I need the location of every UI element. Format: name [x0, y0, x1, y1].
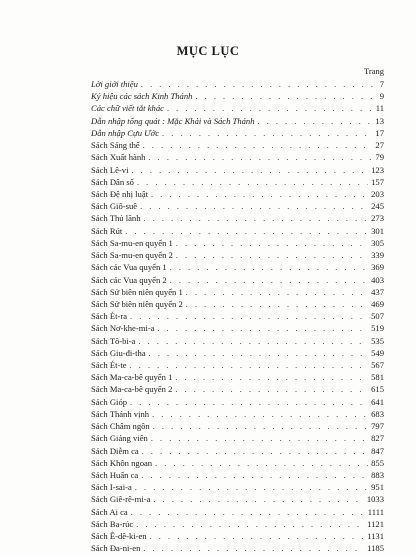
toc-entry-title: Sách Ai ca — [91, 506, 128, 517]
toc-entry-page-number: 855 — [371, 457, 384, 468]
toc-entry-title: Sách Rút — [91, 225, 123, 236]
dot-leader — [153, 494, 363, 505]
toc-entry-title: Sách Ma-ca-bê quyển 1 — [91, 372, 173, 383]
toc-entry — [91, 274, 384, 286]
dot-leader — [125, 226, 368, 237]
toc-entry — [91, 335, 384, 347]
toc-entry — [91, 261, 384, 273]
toc-entry-title: Sách Ba-rúc — [91, 518, 134, 529]
toc-entry-page-number: 403 — [371, 274, 384, 285]
toc-entry — [91, 249, 384, 261]
toc-entry-page-number: 507 — [371, 311, 384, 322]
toc-entry — [91, 298, 384, 310]
toc-entry — [91, 90, 384, 102]
toc-entry-page-number: 1185 — [367, 543, 384, 554]
toc-entry — [91, 127, 384, 139]
dot-leader — [167, 103, 373, 114]
dot-leader — [130, 360, 369, 371]
toc-entry-title: Sách Giô-suê — [91, 201, 138, 212]
toc-entry-title: Sách Ét-te — [91, 360, 127, 371]
toc-entry-title: Sách Đa-ni-en — [91, 543, 141, 554]
toc-entry — [91, 481, 384, 493]
page-title: MỤC LỤC — [176, 44, 240, 58]
dot-leader — [142, 446, 368, 457]
dot-leader — [162, 128, 372, 139]
toc-entry-title: Sách Sa-mu-en quyển 1 — [91, 237, 173, 248]
dot-leader — [175, 384, 368, 395]
dot-leader — [148, 152, 372, 163]
toc-entry — [91, 139, 384, 151]
toc-entry — [91, 200, 384, 212]
toc-entry-title: Sách Xuất hành — [91, 152, 146, 163]
toc-entry — [91, 371, 384, 383]
toc-entry-title: Sách Ê-dê-ki-en — [91, 531, 147, 542]
toc-entry-page-number: 437 — [371, 286, 384, 297]
toc-entry-title: Sách Giảng viên — [91, 433, 148, 444]
toc-entry-page-number: 123 — [371, 164, 384, 175]
toc-entry-page-number: 797 — [371, 421, 384, 432]
toc-entry-page-number: 951 — [371, 482, 384, 493]
toc-entry-page-number: 1033 — [366, 494, 384, 505]
toc-entry-page-number: 581 — [371, 372, 384, 383]
toc-entry — [91, 102, 384, 114]
toc-entry-title: Sách Huấn ca — [91, 470, 139, 480]
toc-entry — [91, 164, 384, 176]
toc-entry-page-number: 883 — [371, 470, 384, 480]
dot-leader — [258, 116, 373, 127]
dot-leader — [186, 287, 368, 298]
dot-leader — [131, 165, 368, 176]
dot-leader — [131, 507, 365, 518]
toc-entry-page-number: 535 — [371, 335, 384, 346]
toc-entry-title: Lời giới thiệu — [91, 79, 138, 89]
dot-leader — [155, 458, 368, 469]
dot-leader — [176, 238, 368, 249]
toc-entry — [91, 359, 384, 371]
toc-entry-page-number: 11 — [375, 103, 384, 114]
dot-leader — [137, 177, 368, 188]
toc-entry-page-number: 203 — [371, 188, 384, 199]
toc-entry-title: Sách I-sai-a — [91, 482, 132, 493]
toc-entry-title: Sách Châm ngôn — [91, 421, 150, 432]
toc-entry-title: Sách Thủ lãnh — [91, 213, 141, 224]
toc-entry — [91, 493, 384, 505]
toc-entry — [91, 542, 384, 554]
toc-entry — [91, 286, 384, 298]
dot-leader — [130, 311, 368, 322]
toc-entry-page-number: 301 — [371, 225, 384, 236]
dot-leader — [170, 262, 368, 273]
toc-entry — [91, 151, 384, 163]
toc-entry-page-number: 1111 — [367, 506, 384, 517]
toc-entry-title: Sách Gióp — [91, 396, 128, 407]
page-column-header: Trang — [364, 66, 384, 76]
toc-entry — [91, 408, 384, 420]
toc-entry — [91, 322, 384, 334]
toc-entry — [91, 432, 384, 444]
toc-entry-page-number: 305 — [371, 237, 384, 248]
toc-entry-title: Sách Tô-bi-a — [91, 335, 136, 346]
toc-entry — [91, 237, 384, 249]
dot-leader — [195, 91, 376, 102]
toc-entry — [91, 176, 384, 188]
dot-leader — [144, 213, 369, 224]
toc-entry-title: Sách Sa-mu-en quyển 2 — [91, 250, 173, 261]
toc-entry-title: Dẫn nhập tổng quát : Mặc Khải và Sách Thánh — [91, 115, 255, 126]
toc-entry-page-number: 615 — [371, 384, 384, 395]
toc-entry-title: Sách Ét-ra — [91, 311, 128, 322]
toc-entry — [91, 188, 384, 200]
toc-entry-title: Sách Giê-rê-mi-a — [91, 494, 151, 505]
toc-entry-page-number: 79 — [375, 152, 384, 163]
toc-entry-title: Sách Lê-vi — [91, 164, 129, 175]
toc-entry-page-number: 567 — [371, 360, 384, 371]
toc-entry — [91, 310, 384, 322]
toc-entry-title: Sách Đệ nhị luật — [91, 188, 149, 199]
toc-entry-page-number: 273 — [371, 213, 384, 224]
toc-entry — [91, 225, 384, 237]
toc-entry-page-number: 519 — [371, 323, 384, 334]
toc-entry-page-number: 1121 — [367, 518, 384, 529]
toc-entry-title: Sách Dân số — [91, 176, 134, 187]
dot-leader — [151, 433, 368, 444]
toc-entry-page-number: 17 — [375, 127, 384, 138]
dot-leader — [136, 519, 364, 530]
toc-entry-title: Sách Sáng thế — [91, 140, 140, 151]
toc-entry — [91, 457, 384, 469]
dot-leader — [152, 409, 368, 420]
toc-entry-title: Sách các Vua quyển 2 — [91, 274, 167, 285]
toc-entry-title: Sách Ma-ca-bê quyển 2 — [91, 384, 173, 395]
dot-leader — [149, 348, 368, 359]
toc-entry-title: Sách Khôn ngoan — [91, 457, 153, 468]
toc-entry-title: Sách các Vua quyển 1 — [91, 262, 167, 273]
toc-entry — [91, 518, 384, 530]
dot-leader — [138, 336, 368, 347]
toc-entry-page-number: 339 — [371, 250, 384, 261]
dot-leader — [143, 543, 364, 554]
toc-entry-title: Sách Sử biên niên quyển 2 — [91, 298, 183, 309]
toc-entry-page-number: 9 — [379, 91, 384, 102]
toc-entry-page-number: 683 — [371, 408, 384, 419]
toc-entry-page-number: 245 — [371, 201, 384, 212]
dot-leader — [141, 79, 377, 90]
dot-leader — [140, 201, 368, 212]
toc-entry-title: Các chữ viết tắt khác — [91, 103, 164, 114]
dot-leader — [157, 323, 368, 334]
dot-leader — [151, 189, 368, 200]
table-of-contents — [91, 78, 384, 555]
toc-entry — [91, 469, 384, 481]
toc-entry-page-number: 13 — [375, 115, 384, 126]
toc-entry — [91, 212, 384, 224]
dot-leader — [150, 531, 365, 542]
toc-entry-page-number: 27 — [375, 140, 384, 151]
toc-entry — [91, 383, 384, 395]
dot-leader — [175, 372, 368, 383]
toc-entry — [91, 445, 384, 457]
toc-entry — [91, 347, 384, 359]
toc-entry-page-number: 827 — [371, 433, 384, 444]
toc-entry-page-number: 157 — [371, 176, 384, 187]
toc-entry — [91, 506, 384, 518]
dot-leader — [130, 397, 368, 408]
toc-entry-title: Ký hiệu các sách Kinh Thánh — [91, 91, 193, 102]
toc-entry-title: Sách Sử biên niên quyển 1 — [91, 286, 183, 297]
toc-entry-page-number: 469 — [371, 298, 384, 309]
toc-entry — [91, 530, 384, 542]
toc-entry — [91, 420, 384, 432]
toc-entry-title: Sách Thánh vịnh — [91, 408, 150, 419]
toc-entry-title: Sách Nơ-khe-mi-a — [91, 323, 155, 334]
toc-entry — [91, 78, 384, 90]
toc-entry-page-number: 7 — [379, 79, 384, 89]
toc-entry-page-number: 847 — [371, 445, 384, 456]
dot-leader — [176, 250, 368, 261]
dot-leader — [141, 470, 368, 481]
toc-entry-page-number: 641 — [371, 396, 384, 407]
dot-leader — [135, 482, 368, 493]
toc-entry-page-number: 1131 — [367, 531, 384, 542]
toc-entry-page-number: 369 — [371, 262, 384, 273]
toc-entry-title: Dẫn nhập Cựu Ước — [91, 127, 160, 138]
dot-leader — [170, 275, 368, 286]
toc-entry — [91, 396, 384, 408]
toc-entry-page-number: 549 — [371, 347, 384, 358]
dot-leader — [143, 140, 373, 151]
dot-leader — [186, 299, 368, 310]
toc-entry — [91, 115, 384, 127]
toc-entry-title: Sách Diễm ca — [91, 445, 139, 456]
dot-leader — [153, 421, 368, 432]
toc-entry-title: Sách Giu-đi-tha — [91, 347, 146, 358]
